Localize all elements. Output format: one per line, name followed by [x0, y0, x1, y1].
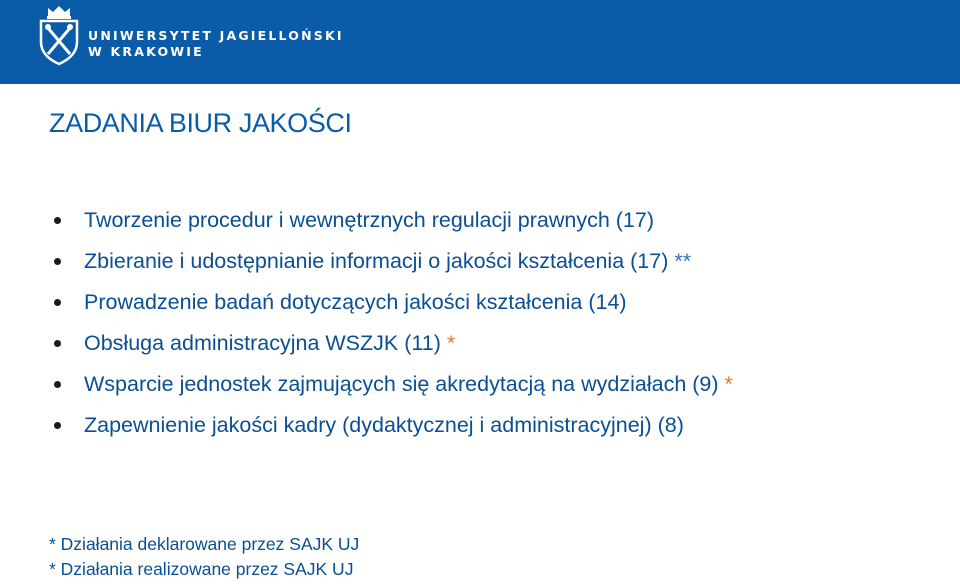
- bullet-dot-icon: [54, 217, 61, 224]
- logo-line-1: UNIWERSYTET JAGIELLOŃSKI: [88, 28, 344, 43]
- list-item: [50, 200, 950, 241]
- list-item-text: Tworzenie procedur i wewnętrznych regulacji prawnych (17): [84, 208, 655, 232]
- list-item: [50, 241, 950, 282]
- logo-text: [88, 28, 344, 60]
- bullet-dot-icon: [54, 422, 61, 429]
- header-bar: [0, 0, 960, 84]
- list-item-text: Prowadzenie badań dotyczących jakości kształcenia (14): [84, 290, 627, 314]
- university-crest-icon: [36, 4, 82, 66]
- bullet-dot-icon: [54, 258, 61, 265]
- university-logo[interactable]: [36, 4, 344, 66]
- list-item-marker: *: [724, 372, 733, 396]
- footnote-declared: * Działania deklarowane przez SAJK UJ: [49, 534, 360, 554]
- footnote-realized: * Działania realizowane przez SAJK UJ: [49, 559, 354, 579]
- list-item: [50, 405, 950, 446]
- bullet-dot-icon: [54, 381, 61, 388]
- list-item: [50, 364, 950, 405]
- logo-line-2: W KRAKOWIE: [88, 44, 204, 59]
- list-item-text: Zapewnienie jakości kadry (dydaktycznej i administracyjnej) (8): [84, 413, 684, 437]
- page-title: ZADANIA BIUR JAKOŚCI: [49, 108, 352, 138]
- list-item: [50, 323, 950, 364]
- bullet-dot-icon: [54, 340, 61, 347]
- list-item-marker: *: [446, 331, 456, 355]
- task-list: [50, 200, 950, 446]
- bullet-dot-icon: [54, 299, 61, 306]
- footnotes: [49, 532, 359, 582]
- list-item: [50, 282, 950, 323]
- list-item-text: Wsparcie jednostek zajmujących się akredytacją na wydziałach (9): [84, 372, 725, 396]
- list-item-text: Zbieranie i udostępnianie informacji o jakości kształcenia (17): [84, 249, 675, 273]
- list-item-marker: **: [674, 249, 692, 273]
- list-item-text: Obsługa administracyjna WSZJK (11): [84, 331, 447, 355]
